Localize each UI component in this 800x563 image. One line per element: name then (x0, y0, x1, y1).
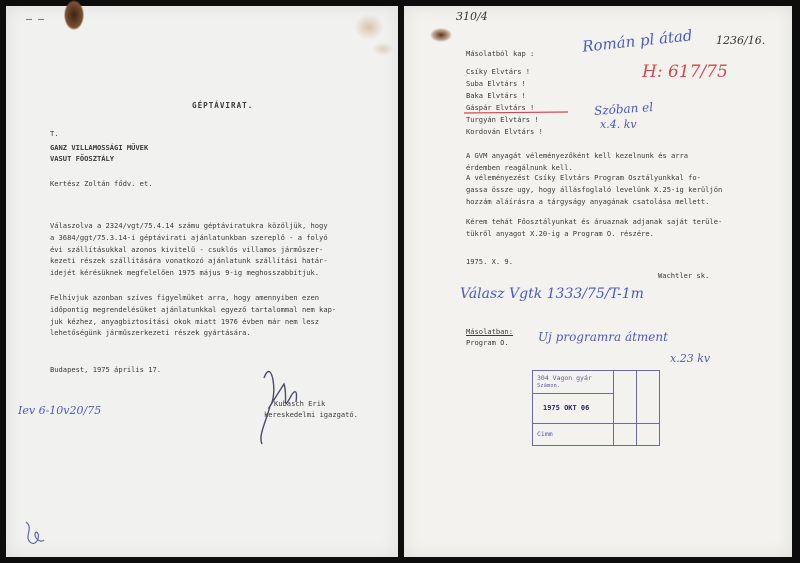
distribution-item: Turgyán Elvtárs ! (466, 115, 539, 124)
handwritten-right-date: x.4. kv (600, 118, 637, 131)
recipient-line-1: GANZ VILLAMOSSÁGI MŰVEK (50, 143, 149, 152)
signature-scribble (244, 336, 314, 446)
distribution-header: Másolatból kap : (466, 49, 535, 58)
corner-initials-scribble (20, 514, 50, 554)
handwritten-reference-note: Iev 6-10v20/75 (18, 404, 102, 417)
handwritten-top-note: Román pl átad (581, 26, 694, 56)
date-line: Budapest, 1975 április 17. (50, 365, 162, 374)
stamp-line-2: Számon. (537, 383, 561, 389)
body-paragraph-3: Kérem tehát Főosztályunkat és áruaznak adjanak saját terüle- tükről anyagot X.20-ig a Program O. részére. (466, 217, 723, 238)
left-document-page (6, 6, 398, 557)
body-paragraph-2: A véleményezést Csíky Elvtárs Program Osztályunkkal fo- gassa össze ugy, hogy állásfoglaló levelünk X.25-ig kerüljön hozzám aláírásra a tárgyságy anyagának csatolása mellett. (466, 173, 723, 206)
distribution-item: Csíky Elvtárs ! (466, 67, 531, 76)
stamp-label: Cimm (537, 430, 553, 438)
signatory-name: Kubasch Erik (274, 399, 326, 408)
signatory: Wachtler sk. (658, 271, 710, 280)
addressee: Kertész Zoltán fődv. et. (50, 179, 153, 188)
body-paragraph-1: A GVM anyagát véleményezőként kell kezelnunk és arra érdemben reagálnunk kell. (466, 151, 689, 172)
to-line: T. (50, 129, 59, 138)
stamp-divider (636, 371, 637, 445)
stamp-divider (533, 423, 659, 424)
red-underline (462, 110, 572, 116)
right-document-page (404, 6, 792, 557)
received-stamp (532, 370, 660, 446)
handwritten-reply-note: Válasz Vgtk 1333/75/T-1m (460, 286, 644, 302)
distribution-item: Baka Elvtárs ! (466, 91, 526, 100)
body-paragraph-1: Válaszolva a 2324/vgt/75.4.14 számu géptáviratukra közöljük, hogy a 3684/ggt/75.3.14-i géptávirati ajánlatunkban szereplő - a folyó évi szállításukkal azonos kivitelű - csuklós villamos járműszer- kezeti részek szállítására vonatkozó ajánlatunk szállítási határ- idejét kérésüknek megfelelően 1975 május 9-ig meghosszabbítjuk. (50, 221, 328, 278)
handwritten-top-number: 1236/16. (716, 34, 766, 47)
telegram-title: GÉPTÁVIRAT. (192, 101, 254, 110)
handwritten-copy-date: x.23 kv (670, 352, 711, 365)
handwritten-right-note: Szóban el (593, 99, 654, 119)
signatory-title: kereskedelmi igazgató. (264, 410, 358, 419)
handwritten-copy-note: Uj programra átment (538, 330, 668, 344)
distribution-item: Suba Elvtárs ! (466, 79, 526, 88)
copy-label: Másolatban: (466, 327, 513, 336)
file-number: 310/4 (456, 10, 488, 23)
stamp-divider (533, 393, 613, 394)
date-line: 1975. X. 9. (466, 257, 513, 266)
body-paragraph-2: Felhívjuk azonban szíves figyelmüket arra, hogy amennyiben ezen időpontig megrendelésüket ajánlatunkkal egyező tartalommal nem kap- juk kézhez, anyagbiztosítási okok miatt 1976 évben már nem lesz lehetőségünk járműszerkezeti részek gyártására. (50, 293, 337, 338)
header-marks: — — (26, 14, 45, 25)
distribution-item: Gáspár Elvtárs ! (466, 103, 535, 112)
paper-stain (430, 28, 452, 42)
paper-stain (64, 0, 84, 30)
distribution-item: Kordován Elvtárs ! (466, 127, 543, 136)
copy-recipient: Program O. (466, 338, 509, 347)
stamp-line-1: 304 Vagon gyár (537, 374, 592, 382)
stamp-date: 1975 OKT 06 (543, 404, 590, 412)
paper-stain (354, 14, 384, 40)
recipient-line-2: VASUT FŐOSZTÁLY (50, 154, 115, 163)
stamp-divider (613, 371, 614, 445)
handwritten-red-reference: H: 617/75 (642, 62, 728, 82)
paper-stain (372, 42, 394, 56)
